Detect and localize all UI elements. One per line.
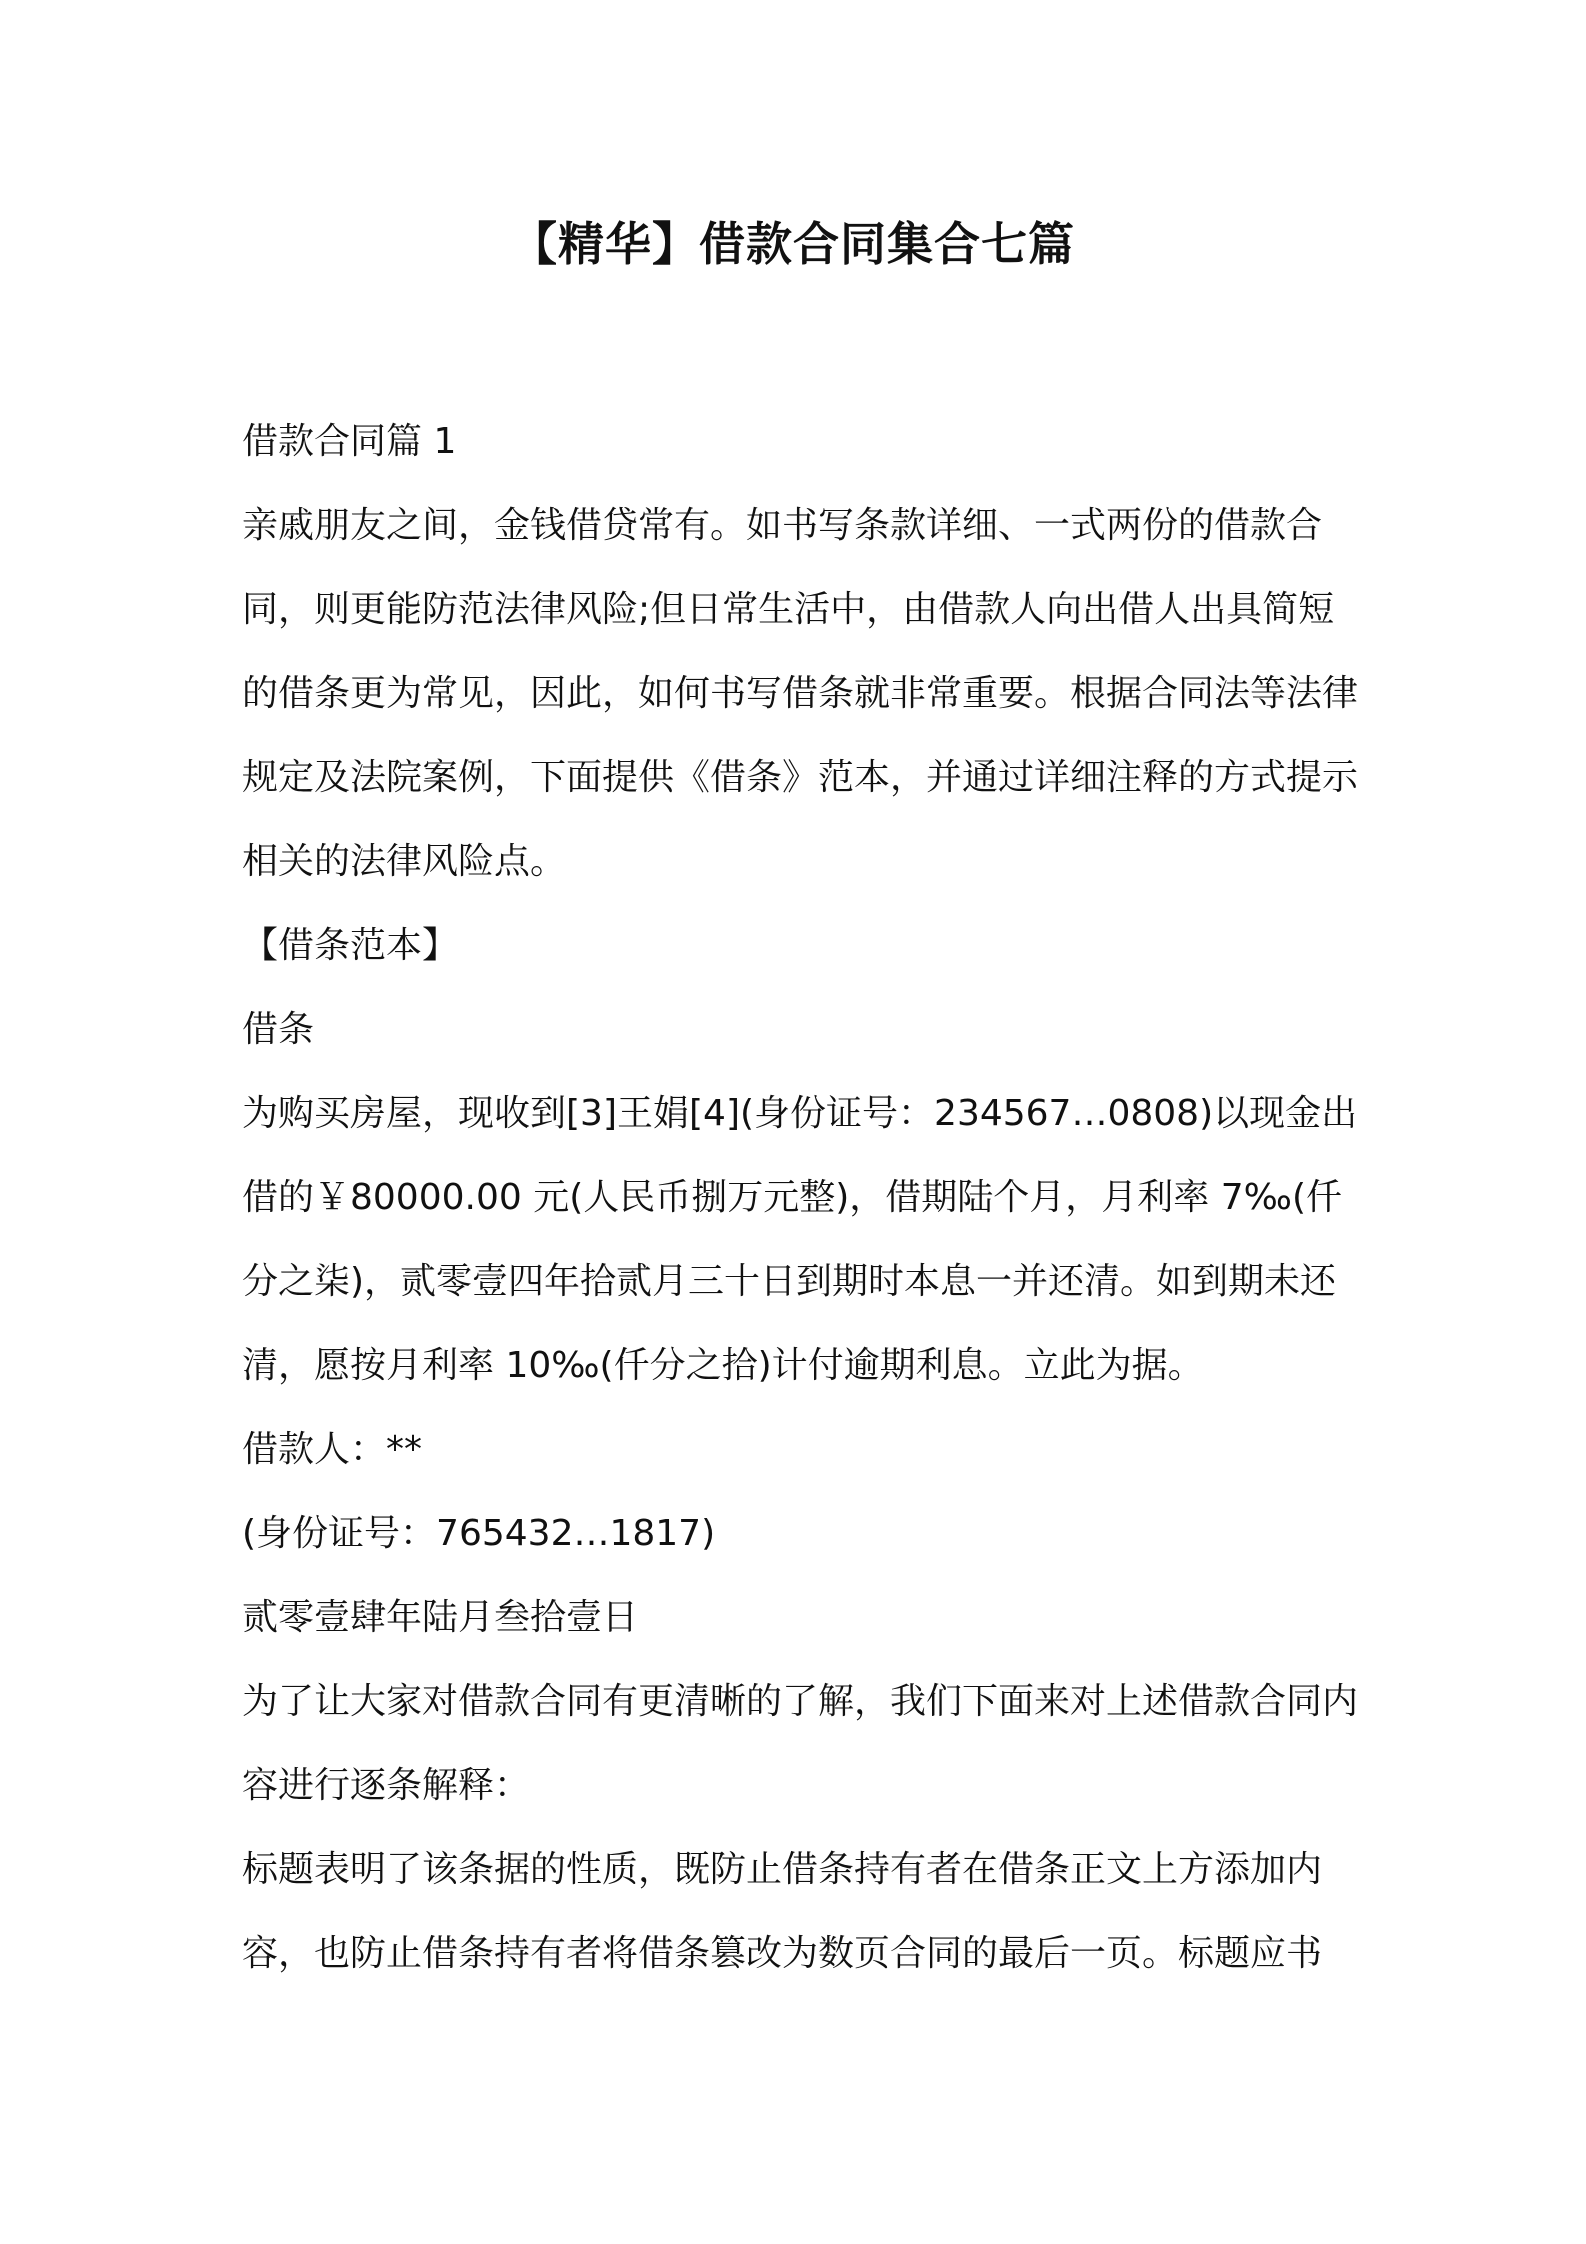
iou-title: 借条 <box>242 1009 315 1050</box>
borrower-id-line: (身份证号：765432…1817) <box>242 1513 716 1554</box>
sample-heading: 【借条范本】 <box>242 925 459 966</box>
section-heading: 借款合同篇 1 <box>242 421 457 462</box>
document-body <box>242 400 1360 1996</box>
explanation-paragraph: 标题表明了该条据的性质，既防止借条持有者在借条正文上方添加内容，也防止借条持有者将借条篡改为数页合同的最后一页。标题应书 <box>242 1849 1323 1974</box>
explanation-intro-paragraph: 为了让大家对借款合同有更清晰的了解，我们下面来对上述借款合同内容进行逐条解释： <box>242 1681 1359 1806</box>
date-line: 贰零壹肆年陆月叁拾壹日 <box>242 1597 639 1638</box>
iou-body-paragraph: 为购买房屋，现收到[3]王娟[4](身份证号：234567…0808)以现金出借的￥80000.00 元(人民币捌万元整)，借期陆个月，月利率 7‰(仟分之柒)，贰零壹四年拾贰月三十日到期时本息一并还清。如到期未还清，愿按月利率 10‰(仟分之拾)计付逾期利息。立此为据。 <box>242 1093 1358 1386</box>
borrower-line: 借款人：** <box>242 1429 423 1470</box>
document-title: 【精华】借款合同集合七篇 <box>511 217 1075 271</box>
body-paragraph: 亲戚朋友之间，金钱借贷常有。如书写条款详细、一式两份的借款合同，则更能防范法律风险;但日常生活中，由借款人向出借人出具简短的借条更为常见，因此，如何书写借条就非常重要。根据合同法等法律规定及法院案例，下面提供《借条》范本，并通过详细注释的方式提示相关的法律风险点。 <box>242 505 1359 882</box>
